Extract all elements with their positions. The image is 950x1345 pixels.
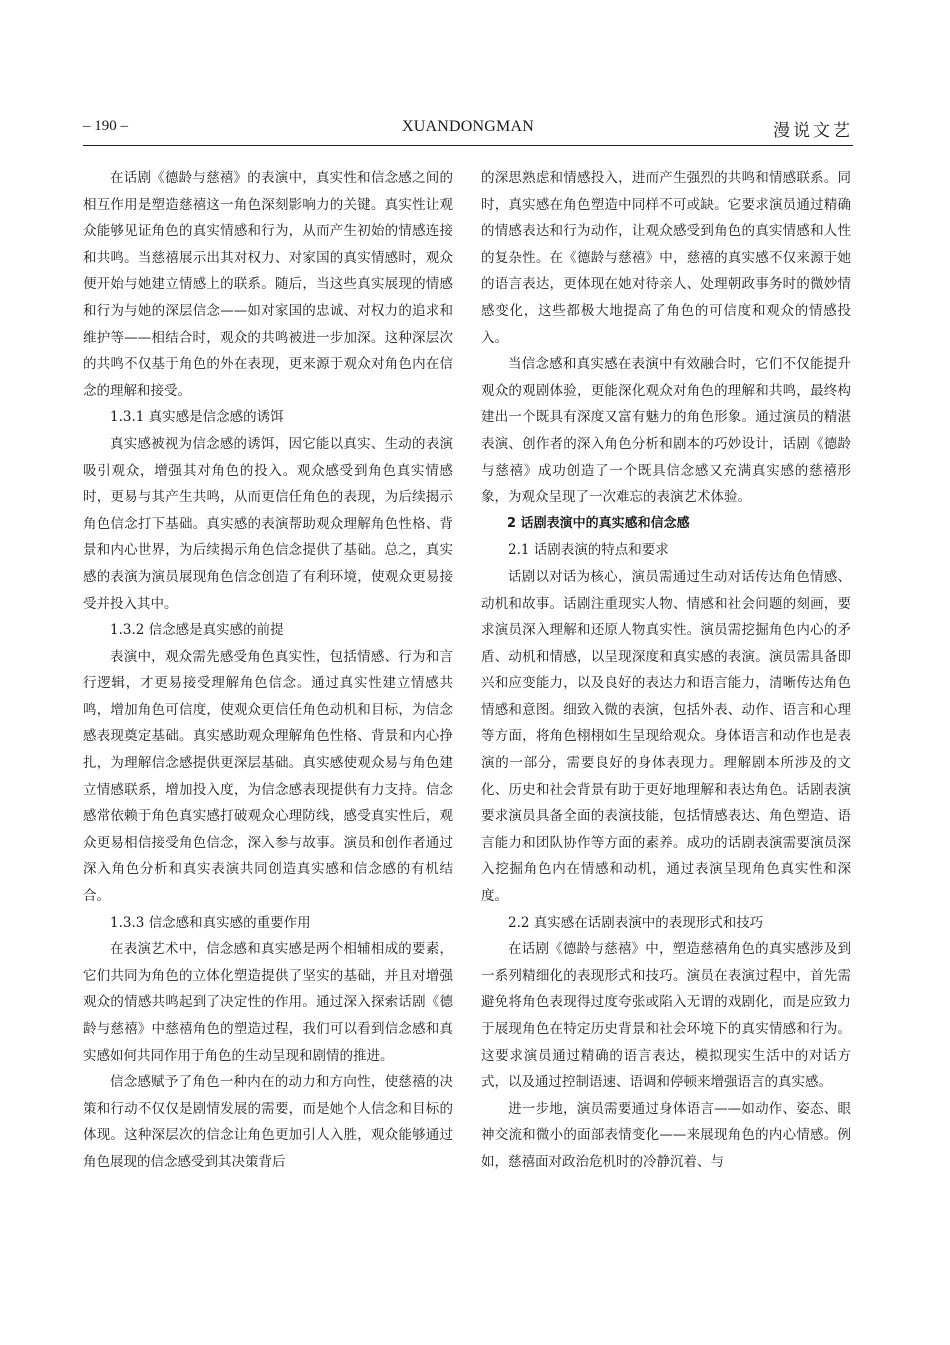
right-column — [481, 165, 851, 1295]
paragraph-continued: 的深思熟虑和情感投入，进而产生强烈的共鸣和情感联系。同时，真实感在角色塑造中同样不可或缺。它要求演员通过精确的情感表达和行为动作，让观众感受到角色的真实情感和人性的复杂性。在《德龄与慈禧》中，慈禧的真实感不仅来源于她的语言表达，更体现在她对待亲人、处理朝政事务时的微妙情感变化，这些都极大地提高了角色的可信度和观众的情感投入。 — [481, 170, 851, 346]
paragraph: 在表演艺术中，信念感和真实感是两个相辅相成的要素，它们共同为角色的立体化塑造提供了坚实的基础，并且对增强观众的情感共鸣起到了决定性的作用。通过深入探索话剧《德龄与慈禧》中慈禧角色的塑造过程，我们可以看到信念感和真实感如何共同作用于角色的生动呈现和剧情的推进。 — [83, 941, 453, 1064]
paragraph: 表演中，观众需先感受角色真实性，包括情感、行为和言行逻辑，才更易接受理解角色信念。通过真实性建立情感共鸣，增加角色可信度，使观众更信任角色动机和目标，为信念感表现奠定基础。真实感助观众理解角色性格、背景和内心挣扎，为理解信念感提供更深层基础。真实感使观众易与角色建立情感联系，增加投入度，为信念感表现提供有力支持。信念感常依赖于角色真实感打破观众心理防线，感受真实性后，观众更易相信接受角色信念，深入参与故事。演员和创作者通过深入角色分析和真实表演共同创造真实感和信念感的有机结合。 — [83, 648, 453, 905]
paragraph: 进一步地，演员需要通过身体语言——如动作、姿态、眼神交流和微小的面部表情变化——来展现角色的内心情感。例如，慈禧面对政治危机时的冷静沉着、与 — [481, 1100, 851, 1170]
section-heading-1-3-1: 1.3.1 真实感是信念感的诱饵 — [110, 409, 284, 426]
journal-title: XUANDONGMAN — [402, 118, 534, 135]
section-heading-2-2: 2.2 真实感在话剧表演中的表现形式和技巧 — [508, 914, 764, 931]
section-heading-2-1: 2.1 话剧表演的特点和要求 — [508, 542, 669, 559]
left-column — [83, 165, 453, 1295]
page-header — [83, 118, 853, 144]
header-rule — [83, 145, 853, 146]
section-heading-1-3-2: 1.3.2 信念感是真实感的前提 — [110, 622, 284, 639]
paragraph: 在话剧《德龄与慈禧》中，塑造慈禧角色的真实感涉及到一系列精细化的表现形式和技巧。演员在表演过程中，首先需避免将角色表现得过度夸张或陷入无谓的戏剧化，而是应致力于展现角色在特定历史背景和社会环境下的真实情感和行为。这要求演员通过精确的语言表达，模拟现实生活中的对话方式，以及通过控制语速、语调和停顿来增强语言的真实感。 — [481, 941, 851, 1091]
paragraph: 话剧以对话为核心，演员需通过生动对话传达角色情感、动机和故事。话剧注重现实人物、情感和社会问题的刻画，要求演员深入理解和还原人物真实性。演员需挖掘角色内心的矛盾、动机和情感，以呈现深度和真实感的表演。演员需具备即兴和应变能力，以及良好的表达力和语言能力，清晰传达角色情感和意图。细致入微的表演，包括外表、动作、语言和心理等方面，将角色栩栩如生呈现给观众。身体语言和动作也是表演的一部分，需要良好的身体表现力。理解剧本所涉及的文化、历史和社会背景有助于更好地理解和表达角色。话剧表演要求演员具备全面的表演技能，包括情感表达、角色塑造、语言能力和团队协作等方面的素养。成功的话剧表演需要演员深入挖掘角色内在情感和动机，通过表演呈现角色真实性和深度。 — [481, 568, 851, 905]
page-number: – 190 – — [83, 118, 128, 134]
paragraph: 在话剧《德龄与慈禧》的表演中，真实性和信念感之间的相互作用是塑造慈禧这一角色深刻影响力的关键。真实性让观众能够见证角色的真实情感和行为，从而产生初始的情感连接和共鸣。当慈禧展示出其对权力、对家国的真实情感时，观众便开始与她建立情感上的联系。随后，当这些真实展现的情感和行为与她的深层信念——如对家国的忠诚、对权力的追求和维护等——相结合时，观众的共鸣被进一步加深。这种深层次的共鸣不仅基于角色的外在表现，更来源于观众对角色内在信念的理解和接受。 — [83, 170, 453, 399]
journal-name-cn: 漫说文艺 — [773, 121, 853, 141]
paragraph: 真实感被视为信念感的诱饵，因它能以真实、生动的表演吸引观众，增强其对角色的投入。观众感受到角色真实情感时，更易与其产生共鸣，从而更信任角色的表现，为后续揭示角色信念打下基础。真实感的表演帮助观众理解角色性格、背景和内心世界，为后续揭示角色信念提供了基础。总之，真实感的表演为演员展现角色信念创造了有利环境，使观众更易接受并投入其中。 — [83, 435, 453, 612]
paragraph: 信念感赋予了角色一种内在的动力和方向性，使慈禧的决策和行动不仅仅是剧情发展的需要，而是她个人信念和目标的体现。这种深层次的信念让角色更加引人入胜，观众能够通过角色展现的信念感受到其决策背后 — [83, 1074, 453, 1170]
paragraph: 当信念感和真实感在表演中有效融合时，它们不仅能提升观众的观剧体验，更能深化观众对角色的理解和共鸣，最终构建出一个既具有深度又富有魅力的角色形象。通过演员的精湛表演、创作者的深入角色分析和剧本的巧妙设计，话剧《德龄与慈禧》成功创造了一个既具信念感又充满真实感的慈禧形象，为观众呈现了一次难忘的表演艺术体验。 — [481, 356, 851, 506]
section-heading-1-3-3: 1.3.3 信念感和真实感的重要作用 — [110, 914, 311, 931]
section-heading-2: 2 话剧表演中的真实感和信念感 — [507, 515, 690, 531]
